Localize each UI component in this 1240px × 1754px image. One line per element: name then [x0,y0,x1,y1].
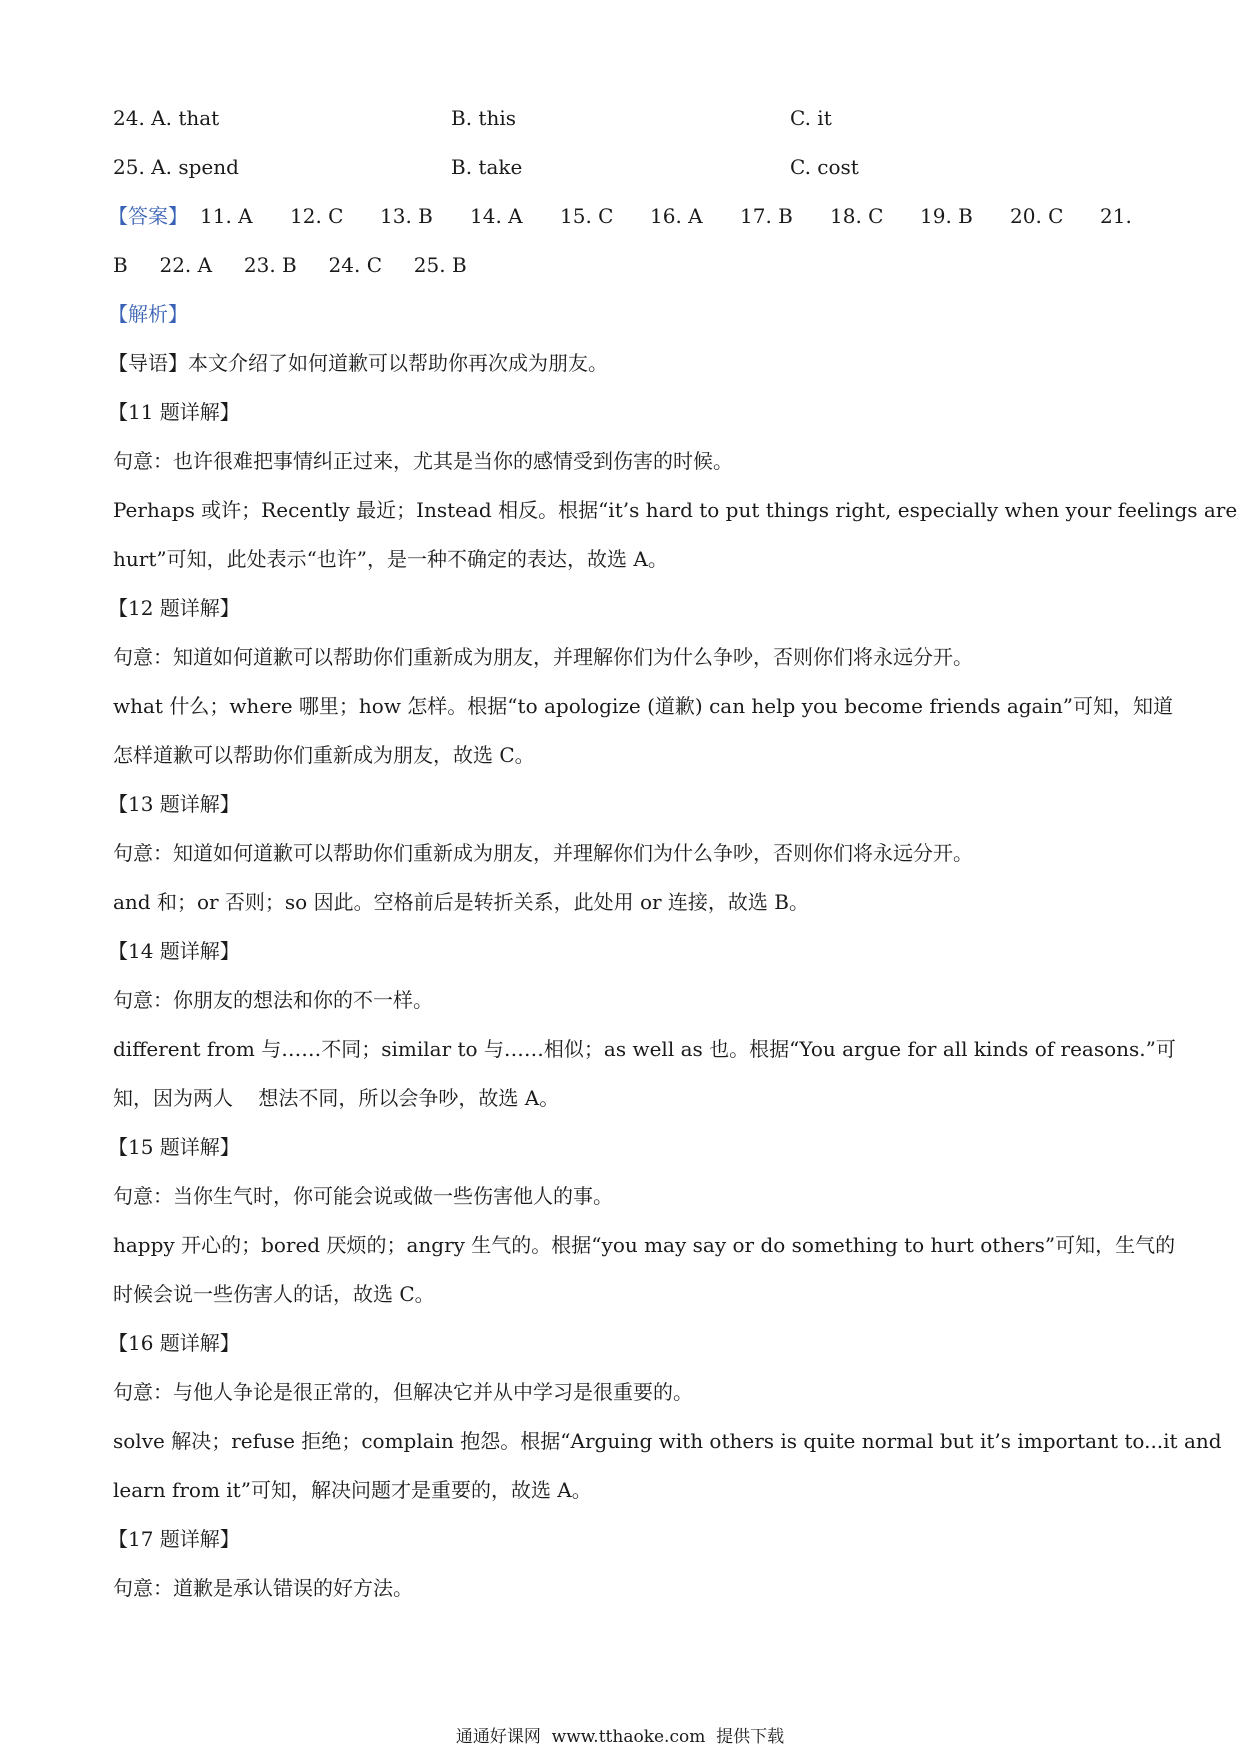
text-line: 怎样道歉可以帮助你们重新成为朋友，故选 C。 [113,743,535,767]
answer-item: 14. A [470,204,523,228]
answer-item: 17. B [740,204,793,228]
option-25-a: 25. A. spend [113,155,239,179]
option-24-c: C. it [790,106,832,130]
text-line: 时候会说一些伤害人的话，故选 C。 [113,1282,435,1306]
text-line: hurt”可知，此处表示“也许”，是一种不确定的表达，故选 A。 [113,547,668,571]
answer-item: 21. [1100,204,1132,228]
text-line: solve 解决；refuse 拒绝；complain 抱怨。根据“Arguing with others is quite normal but it’s important to...it and [113,1429,1222,1453]
section-heading: 【11 题详解】 [108,400,240,424]
text-line: happy 开心的；bored 厌烦的；angry 生气的。根据“you may say or do something to hurt others”可知，生气的 [113,1233,1176,1257]
page-footer: 通通好课网 www.tthaoke.com 提供下载 [455,1727,785,1747]
text-line: 句意：你朋友的想法和你的不一样。 [113,988,433,1012]
answer-item: 20. C [1010,204,1064,228]
text-line: 句意：当你生气时，你可能会说或做一些伤害他人的事。 [113,1184,613,1208]
text-line: Perhaps 或许；Recently 最近；Instead 相反。根据“it’s hard to put things right, especially when your feelings are [113,498,1238,522]
text-line: what 什么；where 哪里；how 怎样。根据“to apologize (道歉) can help you become friends again”可知，知道 [113,694,1173,718]
option-24-a: 24. A. that [113,106,220,130]
answer-item: 12. C [290,204,344,228]
section-heading: 【14 题详解】 [108,939,240,963]
text-line: 句意：道歉是承认错误的好方法。 [113,1576,413,1600]
answer-line-2: B 22. A 23. B 24. C 25. B [113,253,467,277]
section-heading: 【12 题详解】 [108,596,240,620]
text-line: 句意：与他人争论是很正常的，但解决它并从中学习是很重要的。 [113,1380,693,1404]
text-line: 句意：知道如何道歉可以帮助你们重新成为朋友，并理解你们为什么争吵，否则你们将永远分开。 [113,841,973,865]
section-heading: 【15 题详解】 [108,1135,240,1159]
text-line: and 和；or 否则；so 因此。空格前后是转折关系，此处用 or 连接，故选 B。 [113,890,809,914]
answer-item: 19. B [920,204,973,228]
text-line: different from 与……不同；similar to 与……相似；as well as 也。根据“You argue for all kinds of reasons.”可 [113,1037,1176,1061]
section-heading: 【17 题详解】 [108,1527,240,1551]
answer-label: 【答案】 [108,204,188,228]
answer-item: 16. A [650,204,703,228]
answer-item: 18. C [830,204,884,228]
text-line: 句意：也许很难把事情纠正过来，尤其是当你的感情受到伤害的时候。 [113,449,733,473]
option-25-c: C. cost [790,155,859,179]
option-25-b: B. take [451,155,523,179]
analysis-label: 【解析】 [108,302,188,326]
answer-item: 11. A [200,204,253,228]
text-line: learn from it”可知，解决问题才是重要的，故选 A。 [113,1478,592,1502]
section-heading: 【13 题详解】 [108,792,240,816]
text-line: 知，因为两人 想法不同，所以会争吵，故选 A。 [113,1086,560,1110]
answer-item: 13. B [380,204,433,228]
section-heading: 【16 题详解】 [108,1331,240,1355]
text-line: 句意：知道如何道歉可以帮助你们重新成为朋友，并理解你们为什么争吵，否则你们将永远分开。 [113,645,973,669]
option-24-b: B. this [451,106,516,130]
answer-item: 15. C [560,204,614,228]
intro: 【导语】本文介绍了如何道歉可以帮助你再次成为朋友。 [108,351,608,375]
